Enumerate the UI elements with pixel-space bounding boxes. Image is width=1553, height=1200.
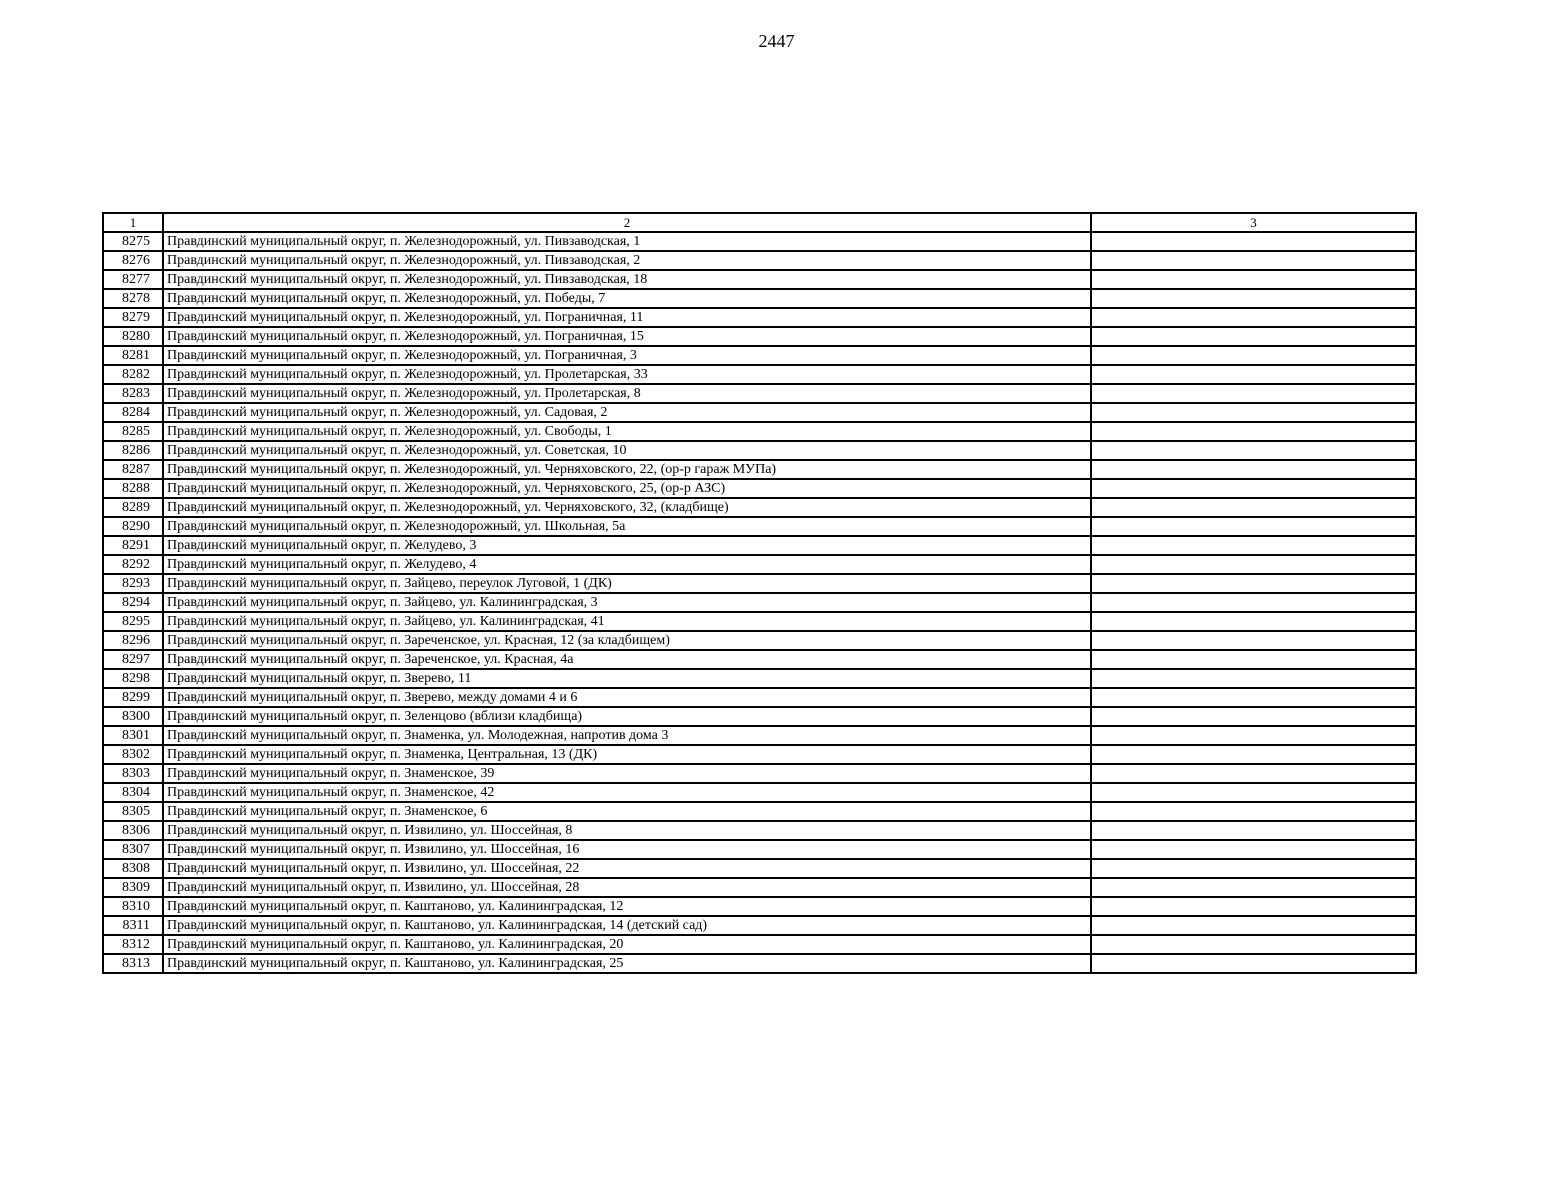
row-number-cell: 8312 — [103, 935, 163, 954]
column-3-cell — [1091, 631, 1416, 650]
column-3-cell — [1091, 897, 1416, 916]
page-number: 2447 — [758, 31, 795, 51]
table-row — [103, 289, 1416, 308]
row-number-cell: 8302 — [103, 745, 163, 764]
table-row — [103, 669, 1416, 688]
table-row — [103, 365, 1416, 384]
row-number-cell: 8310 — [103, 897, 163, 916]
address-cell: Правдинский муниципальный округ, п. Зареченское, ул. Красная, 4а — [163, 650, 1091, 669]
address-cell: Правдинский муниципальный округ, п. Железнодорожный, ул. Школьная, 5а — [163, 517, 1091, 536]
table-row — [103, 954, 1416, 973]
address-cell: Правдинский муниципальный округ, п. Железнодорожный, ул. Черняховского, 22, (ор-р гараж МУПа) — [163, 460, 1091, 479]
row-number-cell: 8287 — [103, 460, 163, 479]
row-number-cell: 8278 — [103, 289, 163, 308]
row-number-cell: 8301 — [103, 726, 163, 745]
table-row — [103, 517, 1416, 536]
header-col-1: 1 — [103, 213, 163, 232]
address-cell: Правдинский муниципальный округ, п. Зверево, между домами 4 и 6 — [163, 688, 1091, 707]
row-number-cell: 8288 — [103, 479, 163, 498]
address-cell: Правдинский муниципальный округ, п. Зайцево, ул. Калининградская, 3 — [163, 593, 1091, 612]
row-number-cell: 8299 — [103, 688, 163, 707]
table-row — [103, 726, 1416, 745]
table-row — [103, 745, 1416, 764]
column-3-cell — [1091, 517, 1416, 536]
address-cell: Правдинский муниципальный округ, п. Железнодорожный, ул. Садовая, 2 — [163, 403, 1091, 422]
table-row — [103, 479, 1416, 498]
column-3-cell — [1091, 916, 1416, 935]
table-row — [103, 384, 1416, 403]
column-3-cell — [1091, 593, 1416, 612]
row-number-cell: 8296 — [103, 631, 163, 650]
address-cell: Правдинский муниципальный округ, п. Каштаново, ул. Калининградская, 12 — [163, 897, 1091, 916]
row-number-cell: 8280 — [103, 327, 163, 346]
table-header — [103, 213, 1416, 232]
address-cell: Правдинский муниципальный округ, п. Железнодорожный, ул. Победы, 7 — [163, 289, 1091, 308]
table-row — [103, 821, 1416, 840]
table-row — [103, 612, 1416, 631]
column-3-cell — [1091, 669, 1416, 688]
table-row — [103, 574, 1416, 593]
column-3-cell — [1091, 821, 1416, 840]
table-row — [103, 251, 1416, 270]
table-row — [103, 536, 1416, 555]
row-number-cell: 8290 — [103, 517, 163, 536]
column-3-cell — [1091, 365, 1416, 384]
row-number-cell: 8286 — [103, 441, 163, 460]
table-row — [103, 802, 1416, 821]
row-number-cell: 8276 — [103, 251, 163, 270]
address-cell: Правдинский муниципальный округ, п. Зайцево, ул. Калининградская, 41 — [163, 612, 1091, 631]
table-row — [103, 498, 1416, 517]
column-3-cell — [1091, 726, 1416, 745]
row-number-cell: 8284 — [103, 403, 163, 422]
row-number-cell: 8277 — [103, 270, 163, 289]
table-row — [103, 555, 1416, 574]
column-3-cell — [1091, 802, 1416, 821]
row-number-cell: 8303 — [103, 764, 163, 783]
column-3-cell — [1091, 403, 1416, 422]
address-cell: Правдинский муниципальный округ, п. Знаменское, 42 — [163, 783, 1091, 802]
column-3-cell — [1091, 441, 1416, 460]
column-3-cell — [1091, 840, 1416, 859]
table-body — [103, 232, 1416, 973]
address-cell: Правдинский муниципальный округ, п. Знаменка, Центральная, 13 (ДК) — [163, 745, 1091, 764]
column-3-cell — [1091, 232, 1416, 251]
address-cell: Правдинский муниципальный округ, п. Каштаново, ул. Калининградская, 14 (детский сад) — [163, 916, 1091, 935]
address-cell: Правдинский муниципальный округ, п. Железнодорожный, ул. Пограничная, 11 — [163, 308, 1091, 327]
row-number-cell: 8298 — [103, 669, 163, 688]
address-cell: Правдинский муниципальный округ, п. Железнодорожный, ул. Пивзаводская, 2 — [163, 251, 1091, 270]
table-row — [103, 631, 1416, 650]
row-number-cell: 8297 — [103, 650, 163, 669]
row-number-cell: 8305 — [103, 802, 163, 821]
address-cell: Правдинский муниципальный округ, п. Знаменское, 6 — [163, 802, 1091, 821]
table-row — [103, 422, 1416, 441]
address-cell: Правдинский муниципальный округ, п. Каштаново, ул. Калининградская, 25 — [163, 954, 1091, 973]
table-row — [103, 650, 1416, 669]
row-number-cell: 8291 — [103, 536, 163, 555]
table-row — [103, 232, 1416, 251]
table-row — [103, 441, 1416, 460]
column-3-cell — [1091, 479, 1416, 498]
row-number-cell: 8308 — [103, 859, 163, 878]
column-3-cell — [1091, 536, 1416, 555]
table-row — [103, 460, 1416, 479]
row-number-cell: 8281 — [103, 346, 163, 365]
column-3-cell — [1091, 783, 1416, 802]
table-row — [103, 897, 1416, 916]
row-number-cell: 8313 — [103, 954, 163, 973]
table-row — [103, 327, 1416, 346]
column-3-cell — [1091, 460, 1416, 479]
address-cell: Правдинский муниципальный округ, п. Знаменка, ул. Молодежная, напротив дома 3 — [163, 726, 1091, 745]
table-row — [103, 270, 1416, 289]
address-cell: Правдинский муниципальный округ, п. Знаменское, 39 — [163, 764, 1091, 783]
table-row — [103, 783, 1416, 802]
column-3-cell — [1091, 270, 1416, 289]
address-cell: Правдинский муниципальный округ, п. Желудево, 3 — [163, 536, 1091, 555]
address-cell: Правдинский муниципальный округ, п. Извилино, ул. Шоссейная, 22 — [163, 859, 1091, 878]
row-number-cell: 8294 — [103, 593, 163, 612]
table-row — [103, 840, 1416, 859]
header-row — [103, 213, 1416, 232]
column-3-cell — [1091, 555, 1416, 574]
row-number-cell: 8304 — [103, 783, 163, 802]
address-cell: Правдинский муниципальный округ, п. Железнодорожный, ул. Пограничная, 15 — [163, 327, 1091, 346]
column-3-cell — [1091, 612, 1416, 631]
column-3-cell — [1091, 878, 1416, 897]
column-3-cell — [1091, 498, 1416, 517]
table-row — [103, 308, 1416, 327]
table-row — [103, 935, 1416, 954]
column-3-cell — [1091, 745, 1416, 764]
column-3-cell — [1091, 935, 1416, 954]
address-table — [102, 212, 1417, 974]
column-3-cell — [1091, 859, 1416, 878]
row-number-cell: 8293 — [103, 574, 163, 593]
column-3-cell — [1091, 384, 1416, 403]
row-number-cell: 8275 — [103, 232, 163, 251]
header-col-2: 2 — [163, 213, 1091, 232]
address-cell: Правдинский муниципальный округ, п. Зайцево, переулок Луговой, 1 (ДК) — [163, 574, 1091, 593]
table-row — [103, 878, 1416, 897]
column-3-cell — [1091, 289, 1416, 308]
column-3-cell — [1091, 650, 1416, 669]
table-row — [103, 707, 1416, 726]
row-number-cell: 8309 — [103, 878, 163, 897]
address-cell: Правдинский муниципальный округ, п. Каштаново, ул. Калининградская, 20 — [163, 935, 1091, 954]
row-number-cell: 8292 — [103, 555, 163, 574]
row-number-cell: 8279 — [103, 308, 163, 327]
address-cell: Правдинский муниципальный округ, п. Железнодорожный, ул. Советская, 10 — [163, 441, 1091, 460]
column-3-cell — [1091, 327, 1416, 346]
address-cell: Правдинский муниципальный округ, п. Железнодорожный, ул. Пограничная, 3 — [163, 346, 1091, 365]
address-cell: Правдинский муниципальный округ, п. Железнодорожный, ул. Пивзаводская, 18 — [163, 270, 1091, 289]
row-number-cell: 8306 — [103, 821, 163, 840]
address-cell: Правдинский муниципальный округ, п. Извилино, ул. Шоссейная, 8 — [163, 821, 1091, 840]
column-3-cell — [1091, 574, 1416, 593]
header-col-3: 3 — [1091, 213, 1416, 232]
address-cell: Правдинский муниципальный округ, п. Железнодорожный, ул. Пролетарская, 33 — [163, 365, 1091, 384]
column-3-cell — [1091, 308, 1416, 327]
address-cell: Правдинский муниципальный округ, п. Железнодорожный, ул. Пивзаводская, 1 — [163, 232, 1091, 251]
row-number-cell: 8283 — [103, 384, 163, 403]
row-number-cell: 8311 — [103, 916, 163, 935]
column-3-cell — [1091, 251, 1416, 270]
column-3-cell — [1091, 707, 1416, 726]
table-row — [103, 764, 1416, 783]
address-cell: Правдинский муниципальный округ, п. Зверево, 11 — [163, 669, 1091, 688]
table-row — [103, 916, 1416, 935]
address-cell: Правдинский муниципальный округ, п. Извилино, ул. Шоссейная, 16 — [163, 840, 1091, 859]
column-3-cell — [1091, 764, 1416, 783]
row-number-cell: 8295 — [103, 612, 163, 631]
table-row — [103, 688, 1416, 707]
address-cell: Правдинский муниципальный округ, п. Зареченское, ул. Красная, 12 (за кладбищем) — [163, 631, 1091, 650]
address-cell: Правдинский муниципальный округ, п. Извилино, ул. Шоссейная, 28 — [163, 878, 1091, 897]
address-cell: Правдинский муниципальный округ, п. Желудево, 4 — [163, 555, 1091, 574]
table-row — [103, 346, 1416, 365]
address-cell: Правдинский муниципальный округ, п. Железнодорожный, ул. Черняховского, 25, (ор-р АЗС) — [163, 479, 1091, 498]
column-3-cell — [1091, 954, 1416, 973]
row-number-cell: 8285 — [103, 422, 163, 441]
column-3-cell — [1091, 688, 1416, 707]
table-row — [103, 593, 1416, 612]
row-number-cell: 8282 — [103, 365, 163, 384]
address-cell: Правдинский муниципальный округ, п. Железнодорожный, ул. Свободы, 1 — [163, 422, 1091, 441]
address-cell: Правдинский муниципальный округ, п. Зеленцово (вблизи кладбища) — [163, 707, 1091, 726]
table-row — [103, 859, 1416, 878]
address-cell: Правдинский муниципальный округ, п. Железнодорожный, ул. Черняховского, 32, (кладбище) — [163, 498, 1091, 517]
row-number-cell: 8289 — [103, 498, 163, 517]
address-cell: Правдинский муниципальный округ, п. Железнодорожный, ул. Пролетарская, 8 — [163, 384, 1091, 403]
table-row — [103, 403, 1416, 422]
row-number-cell: 8300 — [103, 707, 163, 726]
column-3-cell — [1091, 422, 1416, 441]
column-3-cell — [1091, 346, 1416, 365]
row-number-cell: 8307 — [103, 840, 163, 859]
